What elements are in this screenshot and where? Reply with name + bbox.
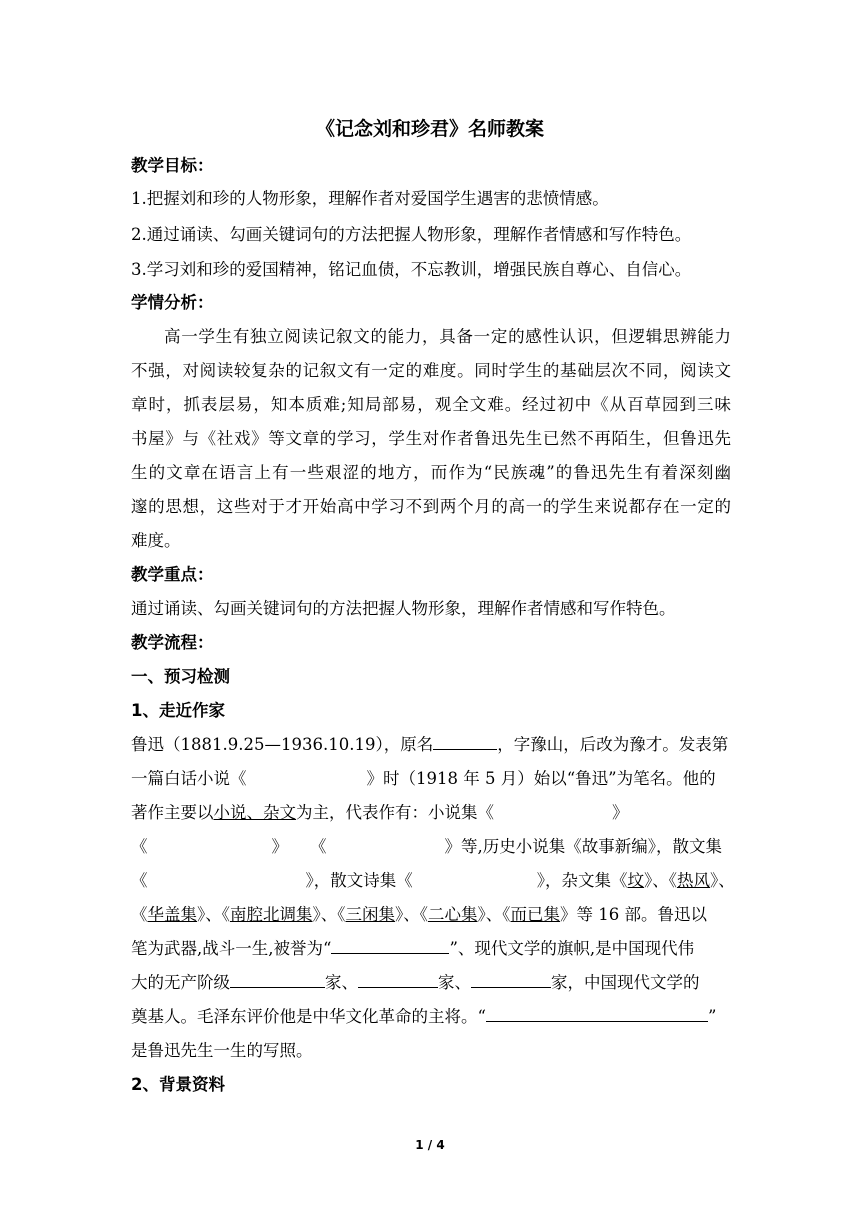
blank-role-3[interactable]	[471, 969, 551, 988]
blank-original-name[interactable]	[433, 731, 497, 750]
analysis-heading: 学情分析：	[131, 293, 214, 312]
author-line-3: 著作主要以小说、杂文为主，代表作有：小说集《 》	[131, 803, 629, 822]
blank-life-motto[interactable]	[486, 1003, 708, 1022]
author-line-4: 《 》 《 》等,历史小说集《故事新编》，散文集	[131, 837, 722, 856]
goal-item-3: 3.学习刘和珍的爱国精神，铭记血债，不忘教训，增强民族自尊心、自信心。	[131, 260, 692, 279]
analysis-line-4: 书屋》与《社戏》等文章的学习，学生对作者鲁迅先生已然不再陌生，但鲁迅先	[131, 429, 731, 448]
author-line-8: 大的无产阶级 家、 家、 家，中国现代文学的	[131, 969, 731, 997]
goal-item-1: 1.把握刘和珍的人物形象，理解作者对爱国学生遇害的悲愤情感。	[131, 189, 609, 208]
blank-honor-title[interactable]	[331, 935, 449, 954]
analysis-line-2: 不强，对阅读较复杂的记叙文有一定的难度。同时学生的基础层次不同，阅读文	[131, 361, 731, 380]
page-number: 1 / 4	[415, 1138, 445, 1152]
blank-role-2[interactable]	[358, 969, 438, 988]
analysis-line-1: 高一学生有独立阅读记叙文的能力，具备一定的感性认识，但逻辑思辨能力	[164, 327, 731, 346]
key-text: 通过诵读、勾画关键词句的方法把握人物形象，理解作者情感和写作特色。	[131, 599, 676, 618]
author-line-1: 鲁迅（1881.9.25—1936.10.19），原名 ，字豫山，后改为豫才。发表第	[131, 731, 731, 759]
key-heading: 教学重点：	[131, 565, 214, 584]
author-line-6: 《华盖集》、《南腔北调集》、《三闲集》、《二心集》、《而已集》等 16 部。鲁迅以	[131, 905, 707, 924]
author-line-2: 一篇白话小说《 》时（1918 年 5 月）始以“鲁迅”为笔名。他的	[131, 769, 716, 788]
sub1-heading: 1、走近作家	[131, 701, 225, 720]
analysis-line-6: 邃的思想，这些对于才开始高中学习不到两个月的高一的学生来说都存在一定的	[131, 497, 731, 516]
sub2-heading: 2、背景资料	[131, 1075, 225, 1094]
goal-item-2: 2.通过诵读、勾画关键词句的方法把握人物形象，理解作者情感和写作特色。	[131, 225, 692, 244]
process-heading: 教学流程：	[131, 633, 214, 652]
author-line-9: 奠基人。毛泽东评价他是中华文化革命的主将。“ ”	[131, 1003, 731, 1031]
analysis-line-7: 难度。	[131, 531, 181, 550]
analysis-line-5: 生的文章在语言上有一些艰涩的地方，而作为“民族魂”的鲁迅先生有着深刻幽	[131, 463, 731, 482]
author-line-5: 《 》，散文诗集《 》，杂文集《坟》、《热风》、	[131, 871, 735, 890]
blank-role-1[interactable]	[230, 969, 325, 988]
document-title: 《记念刘和珍君》名师教案	[315, 118, 544, 140]
analysis-line-3: 章时，抓表层易，知本质难;知局部易，观全文难。经过初中《从百草园到三味	[131, 395, 731, 414]
goals-heading: 教学目标：	[131, 156, 214, 175]
part1-heading: 一、预习检测	[131, 667, 230, 686]
author-line-10: 是鲁迅先生一生的写照。	[131, 1041, 313, 1060]
author-line-7: 笔为武器,战斗一生,被誉为“ ”、现代文学的旗帜,是中国现代伟	[131, 935, 731, 963]
